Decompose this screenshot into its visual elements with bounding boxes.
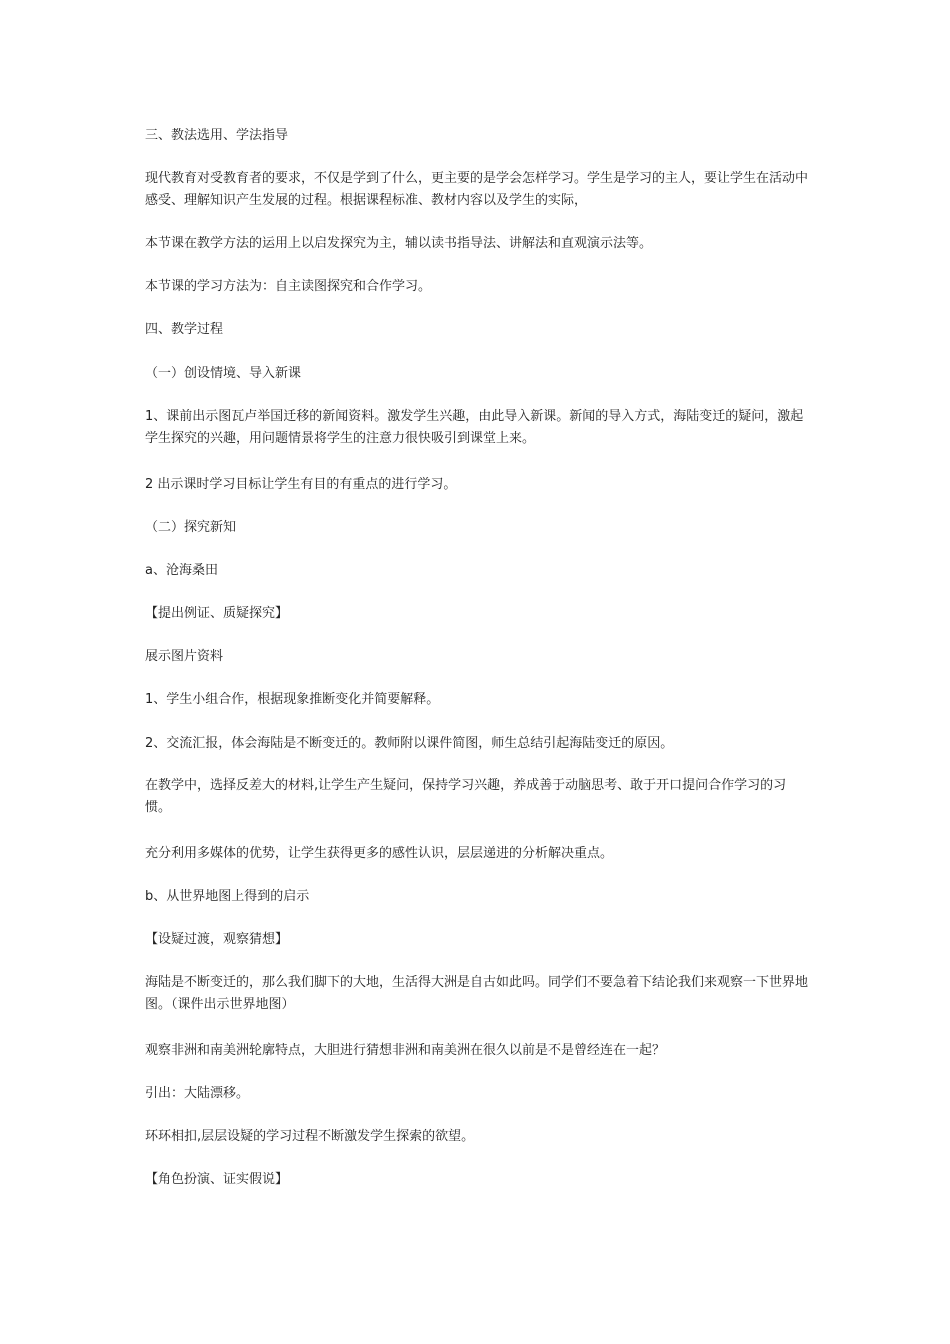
paragraph-in-teaching: 在教学中，选择反差大的材料,让学生产生疑问，保持学习兴趣，养成善于动脑思考、敢于开口提问合作学习的习惯。 (145, 778, 787, 815)
bracket-heading-examples: 【提出例证、质疑探究】 (145, 606, 289, 621)
paragraph-group-work: 1、学生小组合作，根据现象推断变化并简要解释。 (145, 692, 440, 707)
paragraph-learning-method: 本节课的学习方法为：自主读图探究和合作学习。 (145, 279, 432, 294)
section-heading-process: 四、教学过程 (145, 322, 224, 337)
bracket-heading-role-play: 【角色扮演、证实假说】 (145, 1172, 289, 1187)
paragraph-news-intro: 1、课前出示图瓦卢举国迁移的新闻资料。激发学生兴趣，由此导入新课。新闻的导入方式，海陆变迁的疑问，激起学生探究的兴趣，用问题情景将学生的注意力很快吸引到课堂上来。 (145, 409, 804, 446)
paragraph-modern-education: 现代教育对受教育者的要求，不仅是学到了什么，更主要的是学会怎样学习。学生是学习的主人，要让学生在活动中感受、理解知识产生发展的过程。根据课程标准、教材内容以及学生的实际， (145, 171, 809, 208)
section-heading-methods: 三、教法选用、学法指导 (145, 128, 289, 143)
paragraph-multimedia: 充分利用多媒体的优势，让学生获得更多的感性认识，层层递进的分析解决重点。 (145, 846, 614, 861)
paragraph-continental-drift: 引出：大陆漂移。 (145, 1086, 250, 1101)
topic-a-heading: a、沧海桑田 (145, 563, 218, 578)
paragraph-learning-goals: 2 出示课时学习目标让学生有目的有重点的进行学习。 (145, 477, 457, 492)
subheading-explore: （二）探究新知 (145, 520, 237, 535)
paragraph-continents: 海陆是不断变迁的，那么我们脚下的大地，生活得大洲是自古如此吗。同学们不要急着下结论我们来观察一下世界地图。（课件出示世界地图） (145, 975, 809, 1012)
subheading-introduction: （一）创设情境、导入新课 (145, 366, 302, 381)
paragraph-africa-america: 观察非洲和南美洲轮廓特点，大胆进行猜想非洲和南美洲在很久以前是不是曾经连在一起？ (145, 1043, 666, 1058)
bracket-heading-observe: 【设疑过渡，观察猜想】 (145, 932, 289, 947)
paragraph-show-pictures: 展示图片资料 (145, 649, 224, 664)
paragraph-report: 2、交流汇报，体会海陆是不断变迁的。教师附以课件简图，师生总结引起海陆变迁的原因。 (145, 736, 674, 751)
paragraph-linked-questions: 环环相扣,层层设疑的学习过程不断激发学生探索的欲望。 (145, 1129, 475, 1144)
paragraph-teaching-method: 本节课在教学方法的运用上以启发探究为主，辅以读书指导法、讲解法和直观演示法等。 (145, 236, 653, 251)
topic-b-heading: b、从世界地图上得到的启示 (145, 889, 310, 904)
